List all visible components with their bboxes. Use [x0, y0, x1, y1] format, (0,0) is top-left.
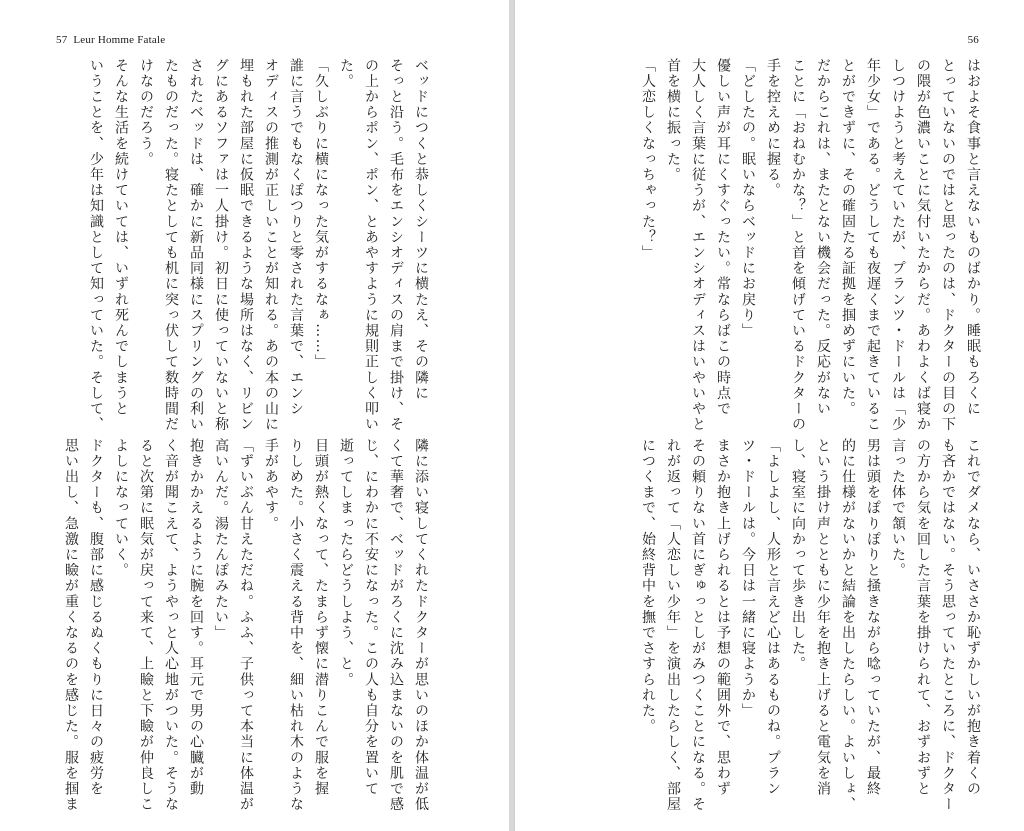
text-line: 高いんだ。湯たんぽみたい」: [213, 438, 229, 641]
text-line: 隣に添い寝してくれたドクターが思いのほか体温が低: [413, 438, 429, 813]
page-header: [968, 34, 979, 46]
text-line: という掛け声とともに少年を抱き上げると電気を消: [815, 438, 831, 797]
text-line: の上からポン、ポン、とあやすように規則正しく叩い: [363, 58, 379, 433]
text-line: く音が聞こえて、ようやっと人心地がついた。そうな: [163, 438, 179, 813]
text-block-bottom: [53, 438, 433, 813]
text-line: 男は頭をぽりぽりと掻きながら唸っていたが、最終: [865, 438, 881, 797]
text-line: 首を横に振った。: [665, 58, 681, 183]
text-line: の隈が色濃いことに気付いたからだ。あわよくば寝か: [915, 58, 931, 433]
text-block-top: [53, 58, 433, 433]
page-left: [0, 0, 510, 831]
text-line: 「久しぶりに横になった気がするなぁ……」: [313, 58, 329, 370]
text-line: たものだった。寝たとしても机に突っ伏して数時間だ: [163, 58, 179, 433]
running-title: Leur Homme Fatale: [73, 34, 166, 46]
text-line: た。: [338, 58, 354, 90]
text-line: はおよそ食事と言えないものばかり。睡眠もろくに: [965, 58, 981, 417]
text-line: れが返って「人恋しい少年」を演出したらしく、部屋: [665, 438, 681, 813]
text-line: オディスの推測が正しいことが知れる。あの本の山に: [263, 58, 279, 433]
text-line: 誰に言うでもなくぽつりと零された言葉で、エンシ: [288, 58, 304, 417]
text-line: の方から気を回した言葉を掛けられて、おずおずと: [915, 438, 931, 797]
text-line: ドクターも、腹部に感じるぬくもりに日々の疲労を: [88, 438, 104, 797]
text-line: 「よしよし、人形と言えど心はあるものね。プラン: [765, 438, 781, 797]
text-line: 「ずいぶん甘えただね。ふふ、子供って本当に体温が: [238, 438, 254, 813]
text-line: 大人しく言葉に従うが、エンシオディスはいやいやと: [690, 58, 706, 433]
page-number: 57: [56, 34, 68, 46]
text-line: 言った体で頷いた。: [890, 438, 906, 579]
text-line: くて華奢で、ベッドがろくに沈み込まないのを肌で感: [388, 438, 404, 813]
text-line: 埋もれた部屋に仮眠できるような場所はなく、リビン: [238, 58, 254, 433]
text-line: だからこれは、またとない機会だった。反応がない: [815, 58, 831, 417]
text-line: 目頭が熱くなって、たまらず懐に潜りこんで服を握: [313, 438, 329, 797]
text-line: 手があやす。: [263, 438, 279, 532]
text-line: し、寝室に向かって歩き出した。: [790, 438, 806, 672]
text-line: 的に仕様がないかと結論を出したらしい。よいしょ、: [840, 438, 856, 813]
text-line: につくまで、始終背中を撫でさすられた。: [640, 438, 656, 735]
text-line: 優しい声が耳にくすぐったい。常ならばこの時点で: [715, 58, 731, 417]
text-line: 思い出し、急激に瞼が重くなるのを感じた。服を掴ま: [63, 438, 79, 813]
page-right: [514, 0, 1024, 831]
text-line: ツ・ドールは。今日は一緒に寝ようか」: [740, 438, 756, 719]
text-line: ことに「おねむかな？」と首を傾げているドクターの: [790, 58, 806, 433]
text-line: その頼りない首にぎゅっとしがみつくことになる。そ: [690, 438, 706, 813]
text-line: グにあるソファは一人掛け。初日に使っていないと称: [213, 58, 229, 433]
text-line: 逝ってしまったらどうしよう、と。: [338, 438, 354, 688]
text-line: も吝かではない。そう思っていたところに、ドクター: [940, 438, 956, 813]
text-line: いうことを、少年は知識として知っていた。そして、: [88, 58, 104, 433]
text-line: これでダメなら、いささか恥ずかしいが抱き着くの: [965, 438, 981, 797]
text-line: とができずに、その確固たる証拠を掴めずにいた。: [840, 58, 856, 417]
text-line: 手を控えめに握る。: [765, 58, 781, 199]
text-line: よしになっていく。: [113, 438, 129, 579]
text-line: けなのだろう。: [138, 58, 154, 168]
text-line: しつけようと考えていたが、プランツ・ドールは「少: [890, 58, 906, 433]
text-line: とっていないのではと思ったのは、ドクターの目の下: [940, 58, 956, 433]
text-block-top: [605, 58, 985, 433]
text-line: 「人恋しくなっちゃった？」: [640, 58, 656, 261]
text-line: ると次第に眠気が戻って来て、上瞼と下瞼が仲良しこ: [138, 438, 154, 813]
page-header: [56, 34, 165, 46]
text-line: そんな生活を続けていては、いずれ死んでしまうと: [113, 58, 129, 417]
text-line: そっと沿う。毛布をエンシオディスの肩まで掛け、そ: [388, 58, 404, 433]
text-line: ベッドにつくと恭しくシーツに横たえ、その隣に: [413, 58, 429, 402]
text-line: 年少女」である。どうしても夜遅くまで起きているこ: [865, 58, 881, 433]
text-block-bottom: [605, 438, 985, 813]
text-line: まさか抱き上げられるとは予想の範囲外で、思わず: [715, 438, 731, 797]
text-line: りしめた。小さく震える背中を、細い枯れ木のような: [288, 438, 304, 813]
page-number: 56: [967, 34, 979, 46]
text-line: 抱きかかえるように腕を回す。耳元で男の心臓が動: [188, 438, 204, 797]
text-line: 「どしたの。眠いならベッドにお戻り」: [740, 58, 756, 339]
text-line: されたベッドは、確かに新品同様にスプリングの利い: [188, 58, 204, 433]
text-line: じ、にわかに不安になった。この人も自分を置いて: [363, 438, 379, 797]
